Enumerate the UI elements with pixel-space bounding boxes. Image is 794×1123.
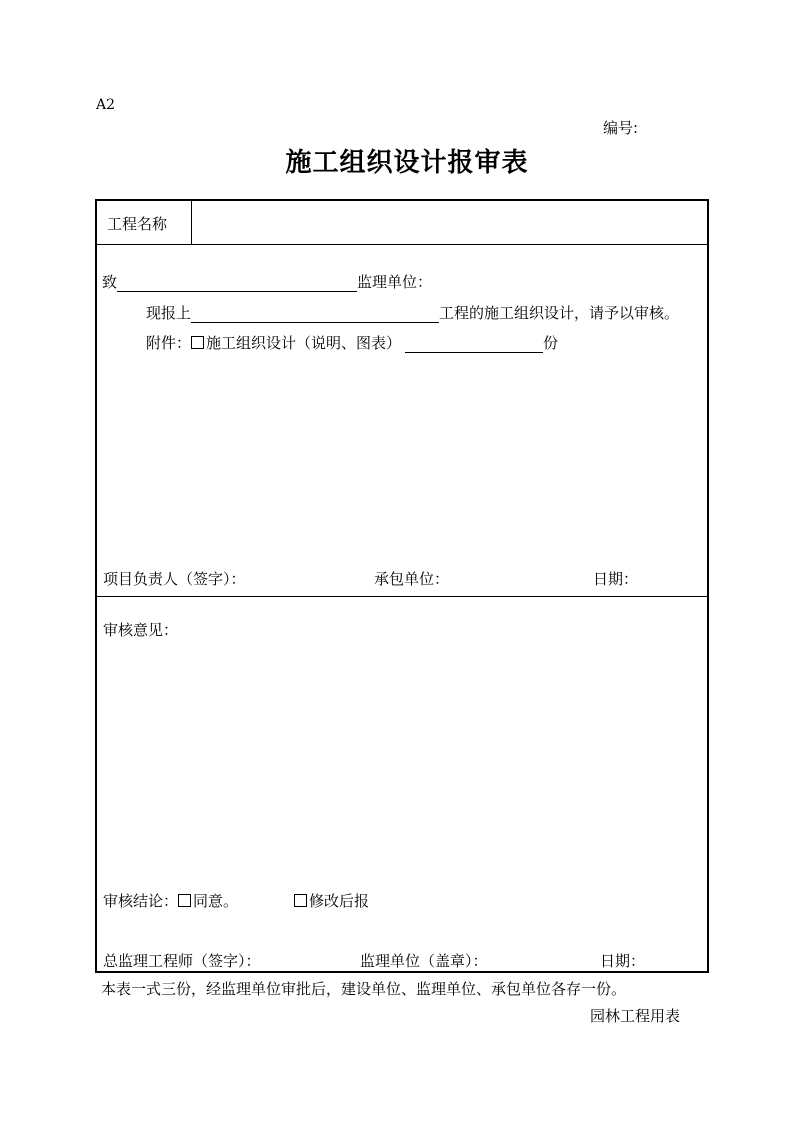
copies-blank[interactable] (405, 335, 543, 353)
addressee-blank[interactable] (117, 274, 357, 292)
report-suffix: 工程的施工组织设计，请予以审核。 (439, 304, 680, 322)
addressee-line (102, 271, 432, 292)
addressee-prefix: 致 (102, 273, 118, 291)
agree-label: 同意。 (193, 892, 239, 910)
chief-engineer-signature-label: 总监理工程师（签字）： (103, 952, 261, 970)
footer-note: 本表一式三份，经监理单位审批后，建设单位、监理单位、承包单位各存一份。 (101, 980, 627, 998)
row-divider-submission (97, 596, 707, 597)
attachment-suffix: 份 (543, 334, 559, 352)
attachment-line (146, 332, 558, 353)
review-conclusion-label: 审核结论： (103, 892, 179, 910)
project-name-label: 工程名称 (107, 215, 168, 233)
form-usage-label: 园林工程用表 (590, 1007, 681, 1025)
project-name-field[interactable] (197, 213, 697, 233)
report-line (146, 302, 679, 323)
agree-checkbox[interactable] (178, 894, 191, 907)
form-number: A2 (96, 97, 116, 113)
supervisor-seal-label: 监理单位（盖章）： (360, 952, 488, 970)
attachment-prefix: 附件： (146, 334, 192, 352)
attachment-checkbox[interactable] (191, 336, 204, 349)
form-frame (95, 199, 709, 973)
revise-option (294, 890, 369, 911)
row-divider-project (97, 244, 707, 245)
revise-checkbox[interactable] (294, 894, 307, 907)
project-blank[interactable] (191, 305, 439, 323)
project-name-divider (191, 201, 192, 244)
review-opinion-label: 审核意见： (103, 621, 179, 639)
serial-number-label: 编号: (603, 119, 639, 137)
submission-date-label: 日期： (593, 570, 639, 588)
review-conclusion-line (103, 890, 238, 911)
attachment-item: 施工组织设计（说明、图表） (206, 334, 402, 352)
contractor-label: 承包单位： (374, 570, 450, 588)
review-date-label: 日期： (600, 952, 646, 970)
page-title: 施工组织设计报审表 (285, 148, 529, 178)
addressee-suffix: 监理单位： (357, 273, 433, 291)
report-prefix: 现报上 (146, 304, 192, 322)
revise-label: 修改后报 (309, 892, 370, 910)
project-manager-signature-label: 项目负责人（签字）： (103, 570, 246, 588)
